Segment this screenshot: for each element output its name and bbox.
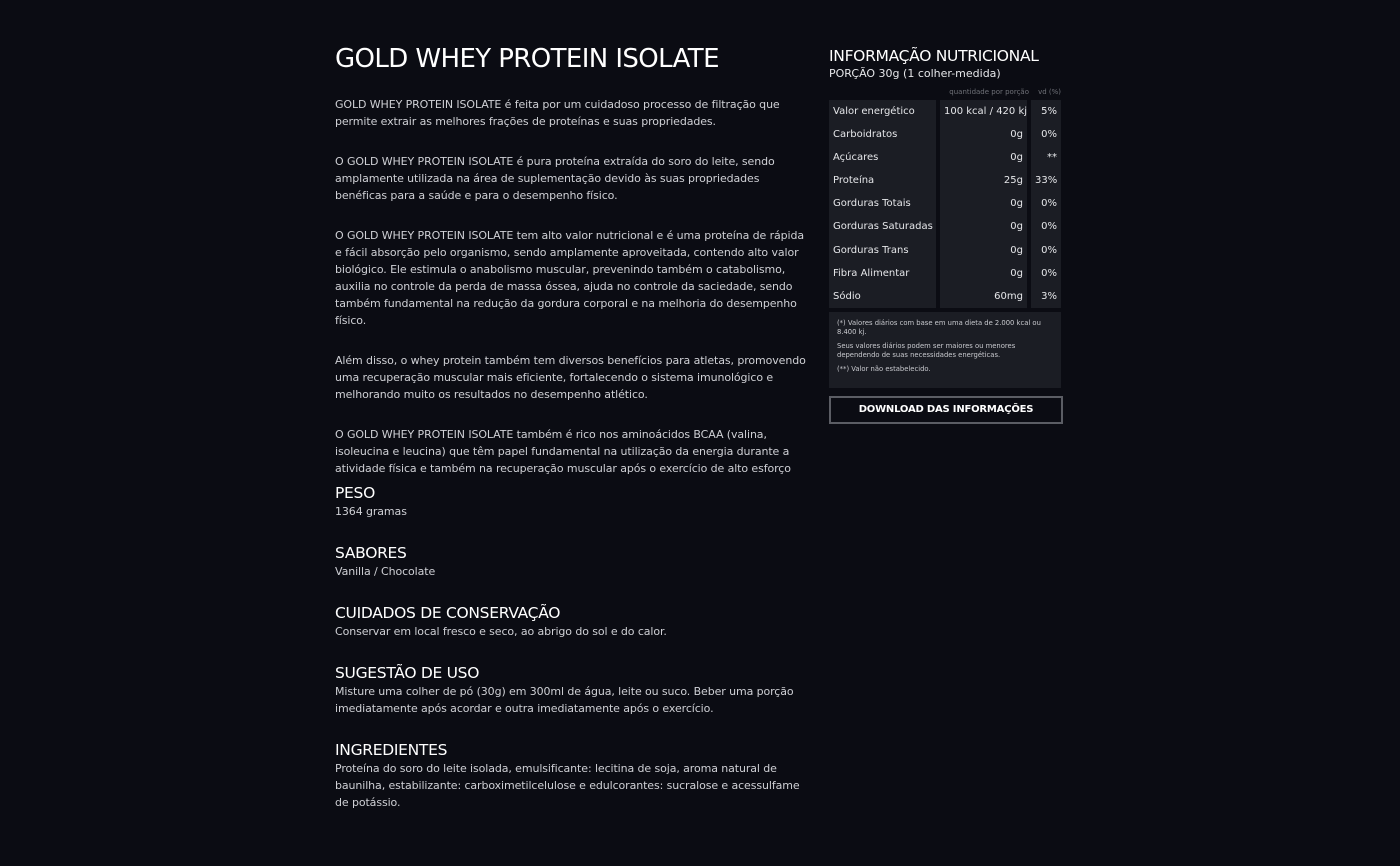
nutrient-name: Proteína [833, 175, 875, 187]
nutrient-daily-value: 0% [1041, 244, 1057, 256]
usage-text: Misture uma colher de pó (30g) em 300ml de água, leite ou suco. Beber uma porção imediatamente após acordar e outra imediatamente após o exercício. [335, 685, 794, 715]
nutrient-quantity-column [940, 100, 1027, 308]
nutrient-name: Carboidratos [833, 129, 898, 141]
ingredients-section [335, 740, 813, 811]
nutrient-daily-value: 0% [1041, 129, 1057, 141]
nutrition-table [829, 100, 1063, 308]
ingredients-text: Proteína do soro do leite isolada, emulsificante: lecitina de soja, aroma natural de baunilha, estabilizante: carboximetilcelulose e edulcorantes: sucralose e acessulfame de potássio. [335, 762, 800, 809]
nutrient-quantity: 0g [1010, 267, 1023, 279]
download-info-button[interactable]: DOWNLOAD DAS INFORMAÇÕES [829, 396, 1063, 424]
storage-section [335, 603, 813, 640]
nutrient-name: Valor energético [833, 106, 915, 117]
nutrient-daily-value: 5% [1041, 106, 1057, 117]
nutrient-daily-value: 33% [1035, 175, 1058, 187]
nutrient-quantity: 60mg [994, 290, 1023, 302]
nutrition-footnotes [829, 312, 1061, 388]
product-description-column [335, 41, 813, 809]
flavors-section [335, 543, 813, 580]
nutrient-quantity: 100 kcal / 420 kj [944, 106, 1027, 117]
nutrient-daily-value: ** [1047, 152, 1057, 164]
flavors-value: Vanilla / Chocolate [335, 565, 436, 578]
nutrition-table-header [829, 86, 1063, 99]
storage-text: Conservar em local fresco e seco, ao abrigo do sol e do calor. [335, 625, 667, 638]
nutrient-name: Fibra Alimentar [833, 267, 910, 279]
usage-heading: SUGESTÃO DE USO [335, 664, 480, 682]
footnote: (**) Valor não estabelecido. [837, 364, 931, 373]
nutrient-daily-value: 0% [1041, 221, 1057, 233]
description-paragraph: O GOLD WHEY PROTEIN ISOLATE tem alto valor nutricional e é uma proteína de rápida e fácil absorção pelo organismo, sendo amplamente aproveitada, contendo alto valor biológico. Ele estimula o anabolismo muscular, prevenindo também o catabolismo, auxilia no controle da perda de massa óssea, ajuda no controle da saciedade, sendo também fundamental na redução da gordura corporal e na melhoria do desempenho físico. [335, 229, 805, 327]
nutrient-quantity: 0g [1010, 152, 1023, 164]
nutrient-daily-value: 0% [1041, 267, 1057, 279]
nutrient-daily-value-column [1031, 100, 1061, 308]
nutrient-name: Açúcares [833, 152, 879, 164]
header-quantity: quantidade por porção [949, 88, 1029, 96]
description-paragraph: GOLD WHEY PROTEIN ISOLATE é feita por um cuidadoso processo de filtração que permite extrair as melhores frações de proteínas e suas propriedades. [335, 98, 780, 128]
nutrient-quantity: 0g [1010, 244, 1023, 256]
nutrient-daily-value: 0% [1041, 198, 1057, 210]
nutrient-daily-value: 3% [1041, 290, 1057, 302]
description-paragraph: Além disso, o whey protein também tem diversos benefícios para atletas, promovendo uma recuperação muscular mais eficiente, fortalecendo o sistema imunológico e melhorando muito os resultados no desempenho atlético. [335, 354, 806, 401]
nutrient-quantity: 0g [1010, 198, 1023, 210]
nutrition-portion: PORÇÃO 30g (1 colher-medida) [829, 67, 1001, 80]
nutrient-name: Sódio [833, 290, 861, 302]
nutrient-name: Gorduras Totais [833, 198, 911, 210]
description-paragraph: O GOLD WHEY PROTEIN ISOLATE também é rico nos aminoácidos BCAA (valina, isoleucina e leucina) que têm papel fundamental na utilização da energia durante a atividade física e também na recuperação muscular após o exercício de alto esforço [335, 428, 791, 475]
nutrient-quantity: 25g [1003, 175, 1023, 187]
flavors-heading: SABORES [335, 544, 407, 562]
nutrient-name: Gorduras Saturadas [833, 221, 933, 233]
product-description [335, 96, 813, 477]
ingredients-heading: INGREDIENTES [335, 741, 448, 759]
nutrient-name-column [829, 100, 936, 308]
nutrient-quantity: 0g [1010, 129, 1023, 141]
weight-value: 1364 gramas [335, 505, 407, 518]
nutrient-quantity: 0g [1010, 221, 1023, 233]
product-title: GOLD WHEY PROTEIN ISOLATE [335, 44, 719, 74]
weight-section [335, 483, 813, 520]
nutrition-title: INFORMAÇÃO NUTRICIONAL [829, 47, 1039, 65]
footnote: Seus valores diários podem ser maiores ou menores dependendo de suas necessidades energéticas. [837, 341, 1016, 359]
header-daily-value: vd (%) [1038, 88, 1061, 96]
storage-heading: CUIDADOS DE CONSERVAÇÃO [335, 604, 561, 622]
nutrient-name: Gorduras Trans [833, 244, 909, 256]
nutrition-panel [829, 46, 1063, 424]
usage-section [335, 663, 813, 717]
description-paragraph: O GOLD WHEY PROTEIN ISOLATE é pura proteína extraída do soro do leite, sendo amplamente utilizada na área de suplementação devido às suas propriedades benéficas para a saúde e para o desempenho físico. [335, 155, 775, 202]
weight-heading: PESO [335, 484, 375, 502]
footnote: (*) Valores diários com base em uma dieta de 2.000 kcal ou 8.400 kj. [837, 318, 1041, 336]
